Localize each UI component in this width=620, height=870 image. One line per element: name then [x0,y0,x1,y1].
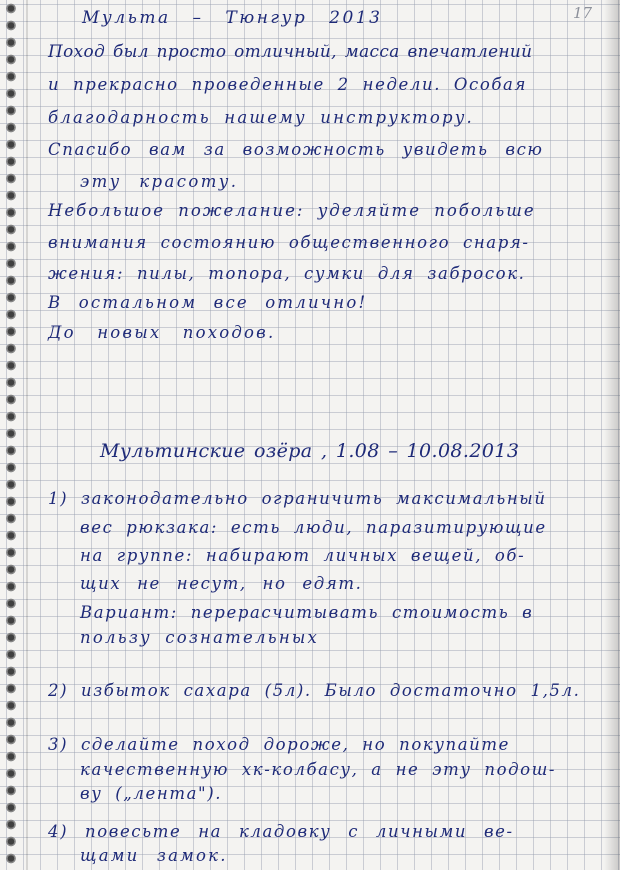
list-item-line: качественную хк-колбасу, а не эту подош- [80,760,557,779]
note-line: и прекрасно проведенные 2 недели. Особая [48,75,528,94]
list-item-line: ву („лента"). [80,784,223,803]
note-line: жения: пилы, топора, сумки для забросок. [48,264,526,283]
list-item-line: 3) сделайте поход дороже, но покупайте [48,735,511,754]
list-item-line: щами замок. [80,846,228,865]
list-item-line: 2) избыток сахара (5л). Было достаточно 1,5л. [48,681,581,700]
page-right-shadow [604,0,620,870]
list-item-line: вес рюкзака: есть люди, паразитирующие [80,518,547,537]
list-item-line: Вариант: перерасчитывать стоимость в [80,603,534,622]
spiral-binding [0,0,26,870]
page-number: 17 [573,4,593,22]
note-line: внимания состоянию общественного снаря- [48,233,530,252]
list-item-line: щих не несут, но едят. [80,574,363,593]
list-item-line: 4) повесьте на кладовку с личными ве- [48,822,514,841]
header-title: Мульта – Тюнгур 2013 [82,8,383,28]
page-edge-shadow [26,0,28,870]
note-line: Небольшое пожелание: уделяйте побольше [48,201,536,220]
note-line: В остальном все отлично! [48,293,368,312]
list-item-line: 1) законодательно ограничить максимальный [48,489,547,508]
section-title: Мультинские озёра , 1.08 – 10.08.2013 [100,440,520,462]
note-line: благодарность нашему инструктору. [48,108,474,127]
note-line: Спасибо вам за возможность увидеть всю [48,140,544,159]
list-item-line: на группе: набирают личных вещей, об- [80,546,526,565]
list-item-line: пользу сознательных [80,628,320,647]
note-line: До новых походов. [48,323,276,342]
note-line: эту красоту. [80,172,239,191]
note-line: Поход был просто отличный, масса впечатлений [48,42,533,61]
